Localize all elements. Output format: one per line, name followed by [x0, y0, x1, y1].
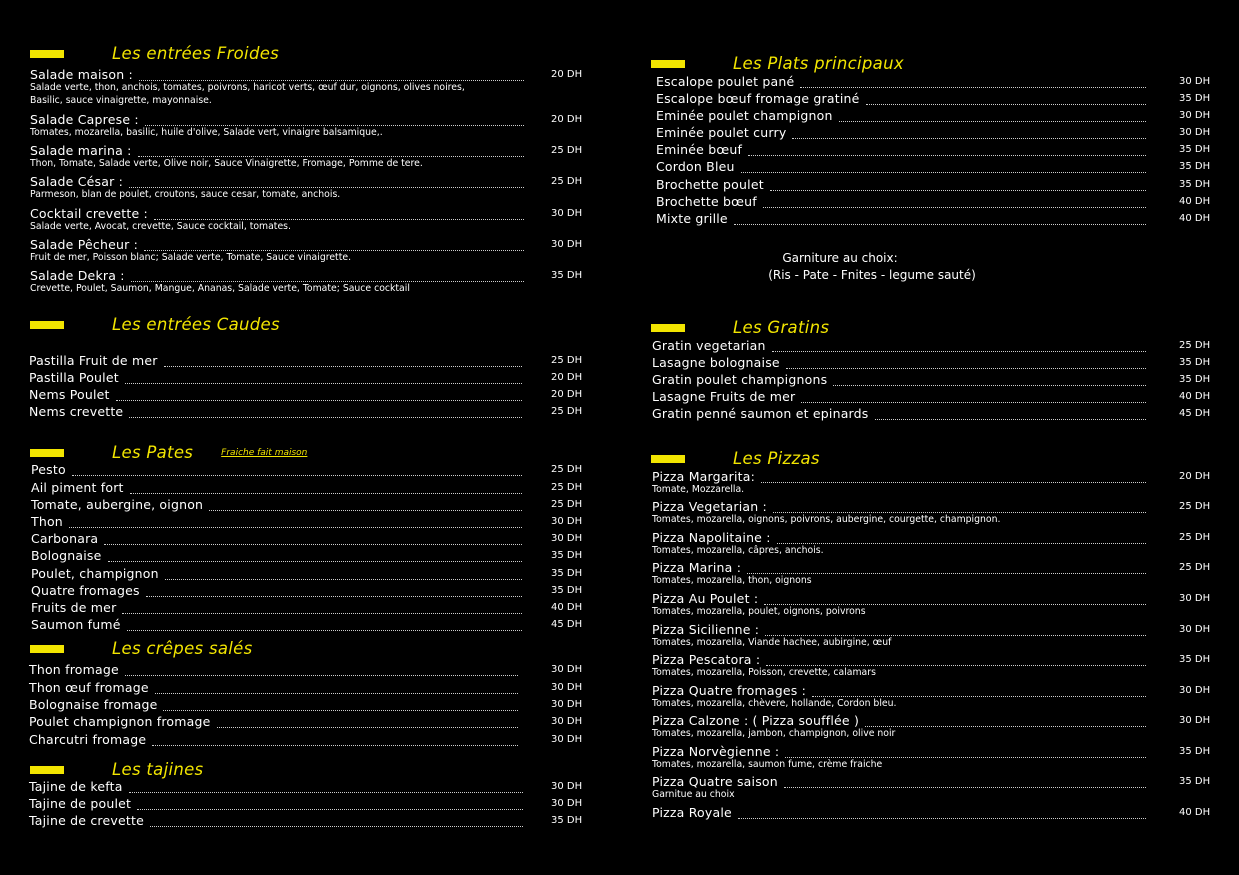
menu-item-price: 30 DH	[551, 798, 583, 809]
dot-leader	[116, 400, 522, 401]
menu-item-price: 35 DH	[551, 815, 583, 826]
menu-item-price: 25 DH	[551, 355, 583, 366]
dot-leader	[770, 190, 1146, 191]
section-marker-bar	[651, 60, 685, 68]
dot-leader	[777, 543, 1146, 544]
dot-leader	[152, 745, 518, 746]
section-title: Les entrées Froides	[112, 44, 280, 63]
section-marker-bar	[651, 324, 685, 332]
menu-item-price: 35 DH	[1179, 144, 1211, 155]
menu-item	[652, 805, 1150, 822]
menu-item	[652, 372, 1150, 389]
section-title: Les entrées Caudes	[112, 315, 280, 334]
menu-item	[656, 74, 1150, 91]
menu-item-name: Gratin poulet champignons	[652, 372, 828, 387]
dot-leader	[164, 366, 522, 367]
section-header	[30, 315, 280, 334]
menu-item-name: Poulet champignon fromage	[29, 714, 211, 729]
menu-item-price: 25 DH	[1179, 532, 1211, 543]
section-header	[30, 443, 307, 462]
menu-item-name: Thon fromage	[29, 662, 119, 677]
menu-item-name: Carbonara	[31, 531, 99, 546]
dot-leader	[800, 87, 1146, 88]
dot-leader	[69, 527, 522, 528]
dot-leader	[209, 510, 522, 511]
menu-item-name: Pizza Napolitaine :	[652, 530, 771, 545]
menu-item	[31, 548, 526, 565]
menu-item-price: 30 DH	[1179, 110, 1211, 121]
menu-item	[656, 142, 1150, 159]
dot-leader	[138, 156, 524, 157]
menu-item-name: Ail piment fort	[31, 480, 124, 495]
menu-item-description: Salade verte, Avocat, crevette, Sauce cocktail, tomates.	[30, 221, 291, 232]
menu-item	[31, 514, 526, 531]
dot-leader	[764, 604, 1146, 605]
dot-leader	[104, 544, 522, 545]
menu-item-name: Tomate, aubergine, oignon	[31, 497, 204, 512]
menu-item-description: Crevette, Poulet, Saumon, Mangue, Ananas, Salade verte, Tomate; Sauce cocktail	[30, 283, 410, 294]
menu-item-price: 35 DH	[1179, 746, 1211, 757]
menu-item-name: Thon	[31, 514, 63, 529]
menu-item-price: 30 DH	[1179, 76, 1211, 87]
menu-item-price: 30 DH	[551, 781, 583, 792]
menu-item-description: Tomate, Mozzarella.	[652, 484, 745, 495]
dot-leader	[784, 787, 1146, 788]
menu-item	[652, 355, 1150, 372]
menu-item-name: Pizza Calzone : ( Pizza soufflée )	[652, 713, 860, 728]
menu-item-name: Salade César :	[30, 174, 124, 189]
menu-item	[31, 583, 526, 600]
menu-item-name: Tajine de crevette	[29, 813, 144, 828]
dot-leader	[839, 121, 1146, 122]
menu-item	[29, 714, 522, 731]
menu-item-price: 35 DH	[551, 568, 583, 579]
menu-item-description: Tomates, mozarella, poulet, oignons, poivrons	[652, 606, 866, 617]
menu-item-price: 30 DH	[551, 734, 583, 745]
menu-item-name: Tajine de poulet	[29, 796, 132, 811]
menu-item-price: 40 DH	[1179, 213, 1211, 224]
menu-item-price: 30 DH	[1179, 593, 1211, 604]
menu-item-description: Thon, Tomate, Salade verte, Olive noir, Sauce Vinaigrette, Fromage, Pomme de tere.	[30, 158, 423, 169]
menu-item-price: 25 DH	[551, 482, 583, 493]
dot-leader	[130, 493, 522, 494]
menu-item-price: 25 DH	[551, 406, 583, 417]
menu-item-price: 30 DH	[551, 516, 583, 527]
menu-item-name: Salade marina :	[30, 143, 132, 158]
section-header	[651, 54, 904, 73]
dot-leader	[155, 693, 518, 694]
menu-item-description: Tomates, mozarella, jambon, champignon, olive noir	[652, 728, 896, 739]
menu-item-price: 30 DH	[1179, 685, 1211, 696]
dot-leader	[146, 596, 522, 597]
dot-leader	[741, 172, 1146, 173]
dot-leader	[734, 224, 1146, 225]
dot-leader	[129, 792, 523, 793]
menu-item-name: Charcutri fromage	[29, 732, 147, 747]
section-header	[30, 639, 253, 658]
section-header	[651, 318, 829, 337]
dot-leader	[761, 482, 1146, 483]
menu-item-name: Salade Pêcheur :	[30, 237, 139, 252]
menu-item-price: 40 DH	[1179, 391, 1211, 402]
dot-leader	[875, 419, 1146, 420]
menu-item-name: Brochette poulet	[656, 177, 764, 192]
garniture-list: (Ris - Pate - Fnites - legume sauté)	[768, 268, 976, 282]
menu-item-name: Eminée poulet curry	[656, 125, 787, 140]
dot-leader	[812, 696, 1146, 697]
menu-item-name: Pizza Margarita:	[652, 469, 756, 484]
menu-item	[29, 813, 527, 830]
menu-item-price: 20 DH	[551, 114, 583, 125]
menu-item	[652, 406, 1150, 423]
menu-item	[656, 177, 1150, 194]
menu-item	[29, 404, 526, 421]
menu-item-price: 35 DH	[551, 550, 583, 561]
dot-leader	[129, 417, 522, 418]
section-title: Les Pizzas	[733, 449, 820, 468]
menu-item-name: Lasagne bolognaise	[652, 355, 780, 370]
dot-leader	[154, 219, 524, 220]
dot-leader	[72, 475, 522, 476]
section-header	[651, 449, 820, 468]
menu-item-name: Nems Poulet	[29, 387, 110, 402]
dot-leader	[865, 726, 1146, 727]
menu-item-price: 30 DH	[1179, 127, 1211, 138]
menu-item-name: Quatre fromages	[31, 583, 140, 598]
menu-item-price: 20 DH	[551, 69, 583, 80]
menu-item-name: Pizza Quatre fromages :	[652, 683, 807, 698]
menu-item-name: Cordon Bleu	[656, 159, 735, 174]
dot-leader	[772, 351, 1146, 352]
menu-item	[31, 497, 526, 514]
menu-item-price: 20 DH	[1179, 471, 1211, 482]
section-title: Les crêpes salés	[112, 639, 253, 658]
menu-item-price: 30 DH	[551, 208, 583, 219]
menu-item-price: 45 DH	[551, 619, 583, 630]
dot-leader	[792, 138, 1146, 139]
menu-item-name: Salade maison :	[30, 67, 133, 82]
menu-item-description: Tomates, mozarella, oignons, poivrons, aubergine, courgette, champignon.	[652, 514, 1001, 525]
dot-leader	[122, 613, 522, 614]
dot-leader	[163, 710, 518, 711]
dot-leader	[785, 757, 1146, 758]
dot-leader	[125, 383, 522, 384]
menu-item	[31, 480, 526, 497]
menu-item-price: 25 DH	[1179, 562, 1211, 573]
section-title: Les Pates	[112, 443, 194, 462]
menu-item	[29, 732, 522, 749]
menu-item	[656, 125, 1150, 142]
menu-item-price: 35 DH	[1179, 374, 1211, 385]
menu-item-price: 30 DH	[551, 239, 583, 250]
menu-item	[31, 600, 526, 617]
menu-item	[31, 462, 526, 479]
dot-leader	[217, 727, 518, 728]
dot-leader	[866, 104, 1146, 105]
menu-item	[29, 697, 522, 714]
menu-item-price: 35 DH	[1179, 161, 1211, 172]
menu-item	[29, 662, 522, 679]
menu-item-description: Garnitue au choix	[652, 789, 735, 800]
menu-item-description: Salade verte, thon, anchois, tomates, poivrons, haricot verts, œuf dur, oignons, olives noires,	[30, 82, 465, 93]
menu-item-description: Tomates, mozarella, Poisson, crevette, calamars	[652, 667, 876, 678]
menu-item-name: Thon œuf fromage	[29, 680, 149, 695]
dot-leader	[165, 579, 522, 580]
menu-item-price: 25 DH	[551, 176, 583, 187]
menu-item-name: Tajine de kefta	[29, 779, 123, 794]
menu-item-price: 25 DH	[551, 464, 583, 475]
dot-leader	[108, 561, 522, 562]
menu-item-price: 30 DH	[551, 664, 583, 675]
dot-leader	[738, 818, 1146, 819]
dot-leader	[786, 368, 1146, 369]
menu-item	[652, 338, 1150, 355]
menu-item-name: Escalope poulet pané	[656, 74, 795, 89]
dot-leader	[139, 80, 524, 81]
dot-leader	[748, 155, 1146, 156]
menu-item	[652, 389, 1150, 406]
menu-item-price: 30 DH	[1179, 624, 1211, 635]
menu-item	[29, 353, 526, 370]
menu-item-price: 40 DH	[1179, 196, 1211, 207]
menu-item-price: 25 DH	[551, 145, 583, 156]
menu-item-name: Gratin penné saumon et epinards	[652, 406, 869, 421]
section-marker-bar	[30, 321, 64, 329]
menu-item-name: Bolognaise	[31, 548, 102, 563]
menu-item-price: 40 DH	[551, 602, 583, 613]
dot-leader	[127, 630, 522, 631]
menu-item-description: Parmeson, blan de poulet, croutons, sauce cesar, tomate, anchois.	[30, 189, 341, 200]
menu-item	[29, 796, 527, 813]
menu-item-price: 35 DH	[1179, 179, 1211, 190]
menu-item-description: Tomates, mozarella, chèvere, hollande, Cordon bleu.	[652, 698, 897, 709]
dot-leader	[145, 125, 524, 126]
menu-item	[656, 194, 1150, 211]
section-marker-bar	[30, 449, 64, 457]
section-title: Les Gratins	[733, 318, 830, 337]
menu-item	[29, 387, 526, 404]
menu-item-name: Pizza Quatre saison	[652, 774, 778, 789]
menu-item-description: Basilic, sauce vinaigrette, mayonnaise.	[30, 95, 212, 106]
menu-item-price: 35 DH	[1179, 654, 1211, 665]
menu-item-price: 30 DH	[551, 699, 583, 710]
menu-item-price: 35 DH	[1179, 357, 1211, 368]
menu-item-description: Fruit de mer, Poisson blanc; Salade verte, Tomate, Sauce vinaigrette.	[30, 252, 352, 263]
dot-leader	[766, 665, 1146, 666]
menu-item-price: 30 DH	[551, 682, 583, 693]
dot-leader	[150, 826, 523, 827]
menu-item-name: Cocktail crevette :	[30, 206, 148, 221]
menu-item-name: Pizza Au Poulet :	[652, 591, 759, 606]
menu-item-description: Tomates, mozarella, saumon fume, crème fraiche	[652, 759, 883, 770]
menu-item-description: Tomates, mozarella, câpres, anchois.	[652, 545, 824, 556]
menu-item-name: Pizza Pescatora :	[652, 652, 761, 667]
section-title: Les tajines	[112, 760, 204, 779]
menu-item	[31, 566, 526, 583]
menu-item	[29, 680, 522, 697]
menu-item	[656, 91, 1150, 108]
menu-item	[656, 211, 1150, 228]
section-marker-bar	[30, 50, 64, 58]
menu-item-name: Pesto	[31, 462, 66, 477]
dot-leader	[833, 385, 1146, 386]
dot-leader	[125, 675, 518, 676]
menu-item-price: 45 DH	[1179, 408, 1211, 419]
menu-item-price: 30 DH	[1179, 715, 1211, 726]
dot-leader	[801, 402, 1146, 403]
menu-item-name: Pizza Marina :	[652, 560, 742, 575]
menu-item-name: Lasagne Fruits de mer	[652, 389, 796, 404]
dot-leader	[763, 207, 1146, 208]
menu-item-name: Bolognaise fromage	[29, 697, 158, 712]
menu-item-price: 35 DH	[1179, 93, 1211, 104]
dot-leader	[131, 281, 524, 282]
menu-item-name: Nems crevette	[29, 404, 124, 419]
section-note: Fraiche fait maison	[221, 447, 308, 458]
menu-item-price: 20 DH	[551, 372, 583, 383]
menu-item-price: 40 DH	[1179, 807, 1211, 818]
menu-item	[31, 531, 526, 548]
menu-item	[656, 159, 1150, 176]
menu-item-price: 30 DH	[551, 716, 583, 727]
menu-item-description: Tomates, mozarella, thon, oignons	[652, 575, 812, 586]
menu-item	[656, 108, 1150, 125]
menu-item-name: Escalope bœuf fromage gratiné	[656, 91, 860, 106]
dot-leader	[765, 635, 1146, 636]
menu-item-name: Fruits de mer	[31, 600, 117, 615]
menu-item	[29, 370, 526, 387]
section-marker-bar	[651, 455, 685, 463]
menu-item-name: Pastilla Fruit de mer	[29, 353, 158, 368]
menu-item-price: 35 DH	[551, 270, 583, 281]
menu-item-name: Mixte grille	[656, 211, 728, 226]
menu-item-description: Tomates, mozarella, basilic, huile d'olive, Salade vert, vinaigre balsamique,.	[30, 127, 383, 138]
menu-item-name: Brochette bœuf	[656, 194, 757, 209]
menu-item-name: Poulet, champignon	[31, 566, 159, 581]
menu-item-price: 30 DH	[551, 533, 583, 544]
section-marker-bar	[30, 766, 64, 774]
menu-item-price: 20 DH	[551, 389, 583, 400]
menu-item	[31, 617, 526, 634]
menu-item-name: Pizza Sicilienne :	[652, 622, 760, 637]
dot-leader	[773, 512, 1146, 513]
menu-item-name: Pizza Vegetarian :	[652, 499, 767, 514]
menu-item-price: 35 DH	[1179, 776, 1211, 787]
section-marker-bar	[30, 645, 64, 653]
menu-item-name: Pizza Royale	[652, 805, 732, 820]
section-header	[30, 760, 203, 779]
dot-leader	[747, 573, 1146, 574]
dot-leader	[129, 187, 524, 188]
dot-leader	[137, 809, 523, 810]
menu-item-price: 25 DH	[1179, 501, 1211, 512]
menu-item-name: Salade Caprese :	[30, 112, 139, 127]
dot-leader	[144, 250, 524, 251]
menu-item-price: 25 DH	[551, 499, 583, 510]
section-title: Les Plats principaux	[733, 54, 904, 73]
menu-item-name: Pastilla Poulet	[29, 370, 119, 385]
menu-item-name: Eminée bœuf	[656, 142, 743, 157]
menu-item-name: Saumon fumé	[31, 617, 121, 632]
menu-item-name: Gratin vegetarian	[652, 338, 766, 353]
menu-item-name: Salade Dekra :	[30, 268, 125, 283]
section-header	[30, 44, 279, 63]
garniture-title: Garniture au choix:	[782, 251, 898, 265]
menu-item-price: 25 DH	[1179, 340, 1211, 351]
menu-item-description: Tomates, mozarella, Viande hachee, aubirgine, œuf	[652, 637, 892, 648]
menu-item	[29, 779, 527, 796]
menu-item-price: 35 DH	[551, 585, 583, 596]
menu-item-name: Eminée poulet champignon	[656, 108, 833, 123]
menu-item-name: Pizza Norvègienne :	[652, 744, 780, 759]
